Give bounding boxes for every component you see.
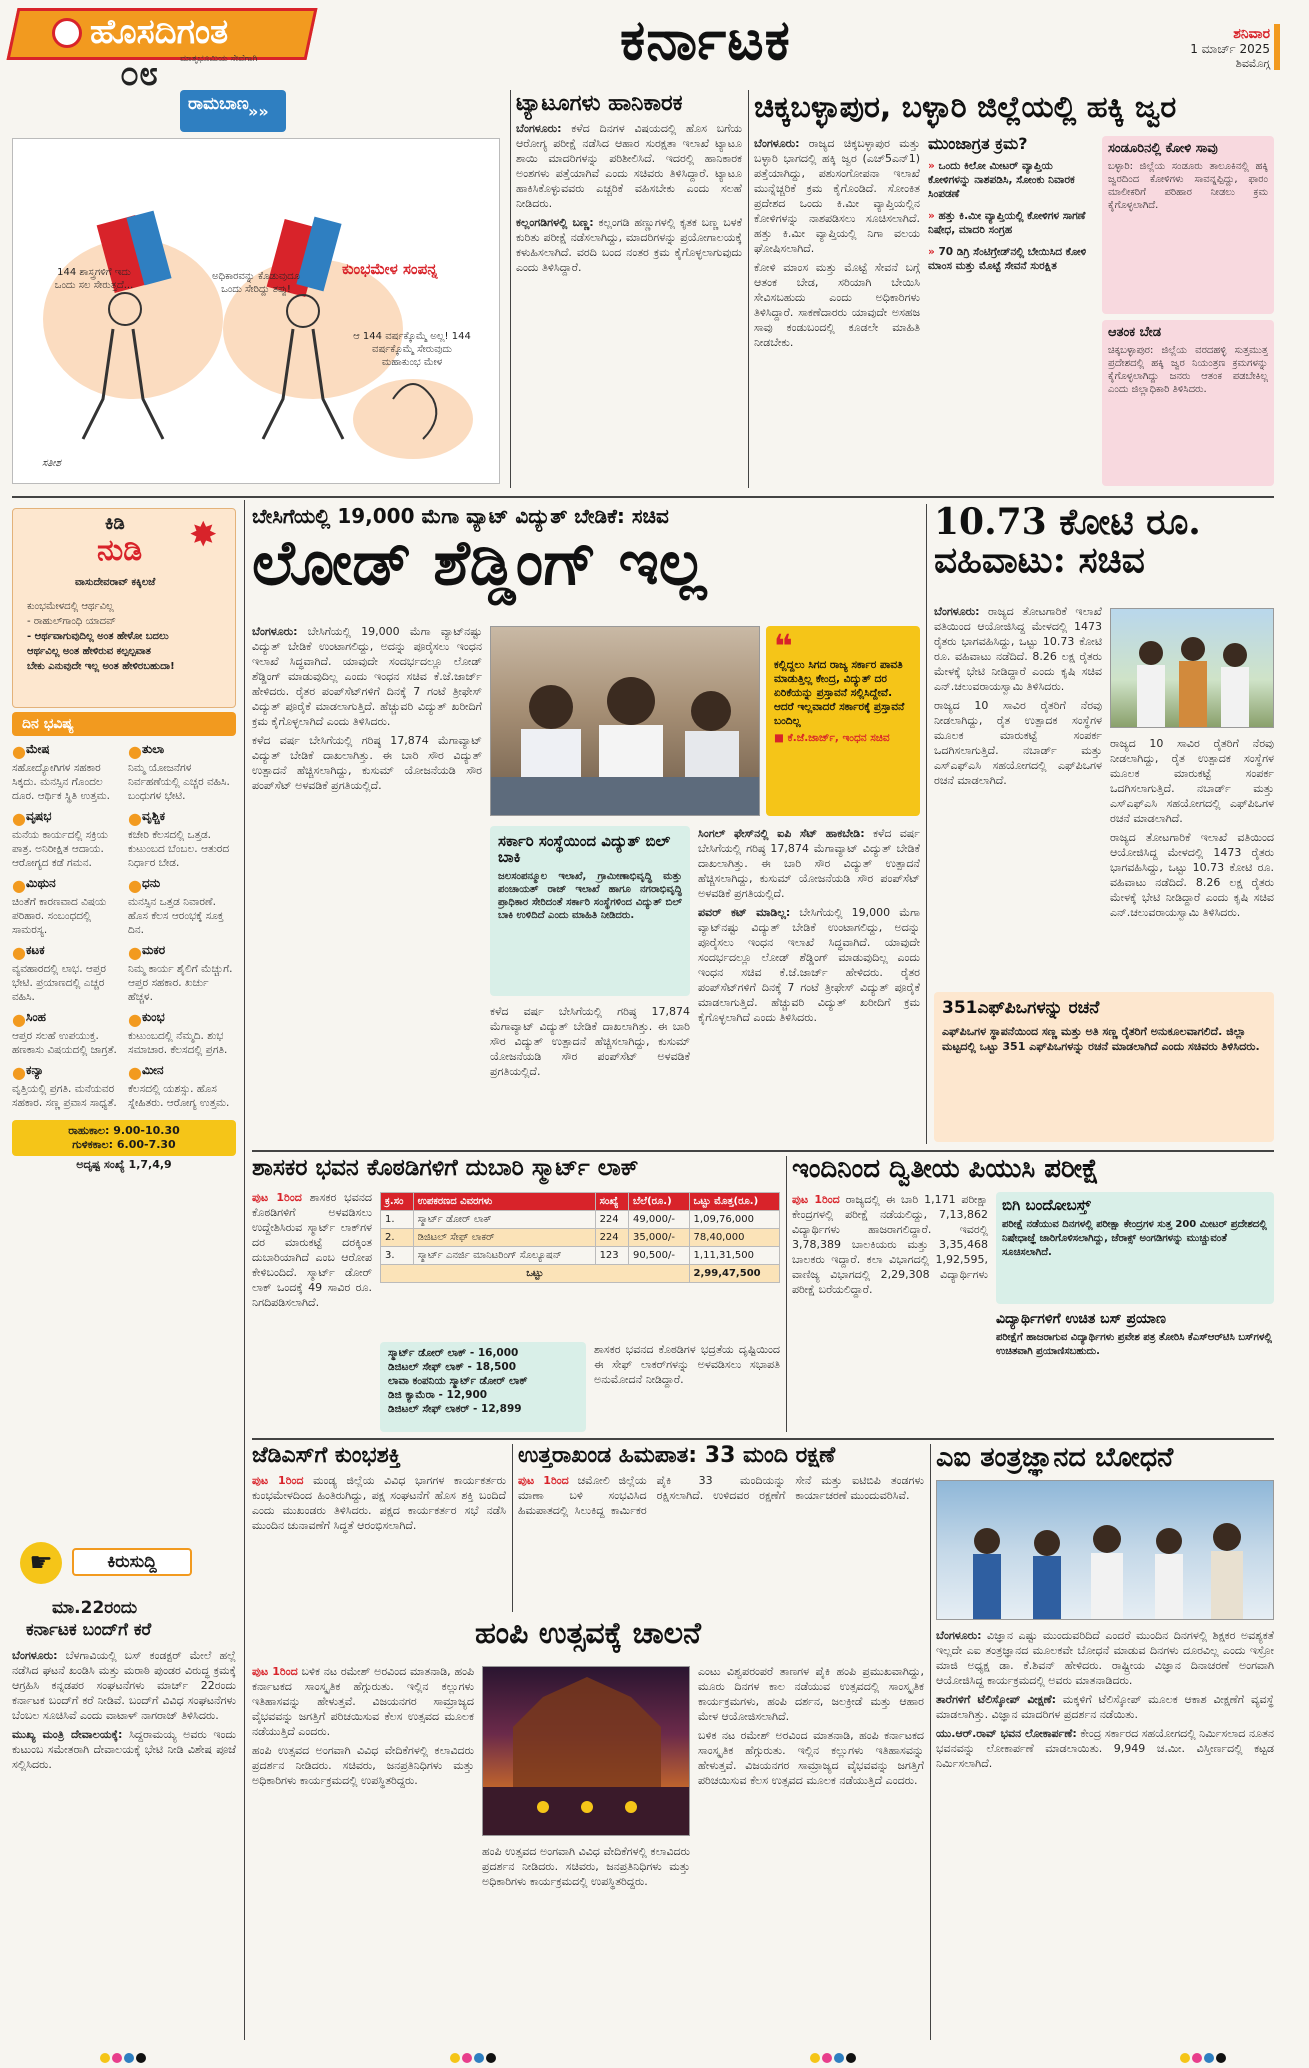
bill-due-box xyxy=(490,826,690,996)
hampi-festival-photo xyxy=(482,1666,690,1836)
table-cell: 1. xyxy=(381,1211,414,1229)
horoscope-sign xyxy=(12,1010,120,1057)
market-price-list xyxy=(388,1346,578,1416)
continued-tag: ಪುಟ 1ರಿಂದ xyxy=(252,1191,302,1204)
sign-text: ವೃತ್ತಿಯಲ್ಲಿ ಪ್ರಗತಿ. ಮನೆಯವರ ಸಹಕಾರ. ಸಣ್ಣ ಪ್ರವಾಸ ಸಾಧ್ಯತೆ. xyxy=(12,1083,117,1109)
table-cell: ಡಿಜಿಟಲ್ ಸೇಫ್ ಲಾಕರ್ xyxy=(413,1229,595,1247)
quote-text: ಕಲ್ಲಿದ್ದಲು ಸಿಗದ ರಾಜ್ಯ ಸರ್ಕಾರ ಪಾವತಿ ಮಾಡುತ್ತಿಲ್ಲ ಕೇಂದ್ರ, ವಿದ್ಯುತ್ ದರ ಏರಿಕೆಯನ್ನು ಪ್ರಸ್ತಾವನೆ ಸಲ್ಲಿಸಿದ್ದೇವೆ. ಆದರೆ ಇಲ್ಲವಾದರೆ ಸರ್ಕಾರಕ್ಕೆ ಪ್ರಸ್ತಾವನೆ ಬಂದಿಲ್ಲ xyxy=(774,659,905,727)
sign-text: ನಿಮ್ಮ ಕಾರ್ಯ ಶೈಲಿಗೆ ಮೆಚ್ಚುಗೆ. ಆಪ್ತರ ಸಹಕಾರ. ಖರ್ಚು ಹೆಚ್ಚಳ. xyxy=(128,963,233,1003)
box-title: ಮುಂಜಾಗ್ರತ ಕ್ರಮ? xyxy=(928,134,1028,153)
article-body-col1: ಪುಟ 1ರಿಂದ ಬಳಿಕ ನಟ ರಮೇಶ್ ಅರವಿಂದ ಮಾತನಾಡಿ, ಹಂಪಿ ಕರ್ನಾಟಕದ ಸಾಂಸ್ಕೃತಿಕ ಹೆಗ್ಗುರುತು. ಇಲ್ಲಿನ ಕಲ್ಲುಗಳು ಇತಿಹಾಸವನ್ನು ಹೇಳುತ್ತವೆ. ವಿಜಯನಗರ ಸಾಮ್ರಾಜ್ಯದ ವೈಭವವನ್ನು ಜಗತ್ತಿಗೆ ಪರಿಚಯಿಸುವ ಕೆಲಸ ಉತ್ಸವದ ಮೂಲಕ ನಡೆಯುತ್ತಿದೆ ಎಂದರು. ಹಂಪಿ ಉತ್ಸವದ ಅಂಗವಾಗಿ ವಿವಿಧ ವೇದಿಕೆಗಳಲ್ಲಿ ಕಲಾವಿದರು ಪ್ರದರ್ಶನ ನೀಡಿದರು. ಸಚಿವರು, ಜನಪ್ರತಿನಿಧಿಗಳು ಮತ್ತು ಅಧಿಕಾರಿಗಳು ಕಾರ್ಯಕ್ರಮದಲ್ಲಿ ಉಪಸ್ಥಿತರಿದ್ದರು. xyxy=(252,1665,474,1787)
dateline: ಬೆಂಗಳೂರು: xyxy=(252,625,298,638)
kidi-nudi-title-bottom: ನುಡಿ xyxy=(97,533,143,568)
table-cell: ಸ್ಮಾರ್ಟ್ ಎನರ್ಜಿ ಮಾನಿಟರಿಂಗ್ ಸೊಲ್ಯೂಷನ್ xyxy=(413,1247,595,1265)
continued-tag: ಪುಟ 1ರಿಂದ xyxy=(792,1193,840,1206)
sign-name: ಕಟಕ xyxy=(25,943,45,957)
table-cell: 2. xyxy=(381,1229,414,1247)
sign-name: ಮಕರ xyxy=(141,943,166,957)
sign-name: ಕುಂಭ xyxy=(141,1010,165,1024)
headline: 10.73 ಕೋಟಿ ರೂ. ವಹಿವಾಟು: ಸಚಿವ xyxy=(934,501,1201,581)
box-title: ವಿದ್ಯಾರ್ಥಿಗಳಿಗೆ ಉಚಿತ ಬಸ್ ಪ್ರಯಾಣ xyxy=(996,1311,1166,1327)
date-block xyxy=(1150,26,1270,71)
horoscope-sign xyxy=(128,1063,236,1110)
sign-name: ವೃಶ್ಚಿಕ xyxy=(141,809,166,823)
award-photo xyxy=(1110,608,1274,728)
photo-silhouette xyxy=(491,627,760,816)
zodiac-icon: ● xyxy=(128,943,142,962)
article-load-shedding xyxy=(252,504,920,1144)
sign-name: ಧನು xyxy=(141,876,161,890)
chevron-arrows-icon: »» xyxy=(248,102,269,121)
horoscope xyxy=(12,712,236,1530)
horoscope-sign xyxy=(12,809,120,870)
timing-box xyxy=(12,1120,236,1156)
market-price-item: ಡಿಜಿಟಲ್ ಸೇಫ್ ಲಾಕ್ - 18,500 xyxy=(388,1361,517,1373)
horoscope-sign xyxy=(128,876,236,937)
market-price-box xyxy=(380,1342,586,1432)
column-divider xyxy=(926,504,927,1144)
zodiac-icon: ● xyxy=(12,1010,26,1029)
minister-press-photo xyxy=(490,626,760,816)
headline: ಎಐ ತಂತ್ರಜ್ಞಾನದ ಬೋಧನೆ xyxy=(936,1442,1174,1473)
body-text-2: ಸಿದ್ದರಾಮಯ್ಯ ಅವರು ಇಂದು ಕುಟುಂಬ ಸಮೇತರಾಗಿ ದೇವಾಲಯಕ್ಕೆ ಭೇಟಿ ನೀಡಿ ವಿಶೇಷ ಪೂಜೆ ಸಲ್ಲಿಸಿದರು. xyxy=(12,1728,236,1771)
quote-attribution: ■ ಕೆ.ಜೆ.ಜಾರ್ಜ್, ಇಂಧನ ಸಚಿವ xyxy=(774,732,890,744)
date-rule xyxy=(1274,24,1280,70)
kidi-nudi-lines xyxy=(27,599,227,674)
photo-silhouette xyxy=(483,1667,690,1836)
article-body-2: ಶಾಸಕರ ಭವನದ ಕೊಠಡಿಗಳ ಭದ್ರತೆಯ ದೃಷ್ಟಿಯಿಂದ ಈ ಸೇಫ್ ಲಾಕರ್‌ಗಳನ್ನು ಅಳವಡಿಸಲು ಸಭಾಪತಿ ಅನುಮೋದನೆ ನೀಡಿದ್ದಾರೆ. xyxy=(594,1343,780,1386)
photo-silhouette xyxy=(1111,609,1274,728)
total-value: 2,99,47,500 xyxy=(689,1265,779,1283)
table-header-cell: ಒಟ್ಟು ಮೊತ್ತ(ರೂ.) xyxy=(689,1193,779,1211)
article-body-col3: ಸಿಂಗಲ್ ಫೇಸ್‌ನಲ್ಲಿ ಐಪಿ ಸೆಟ್ ಹಾಕಬೇಡಿ: ಕಳೆದ ವರ್ಷ ಬೇಸಿಗೆಯಲ್ಲಿ ಗರಿಷ್ಠ 17,874 ಮೆಗಾವ್ಯಾಟ್ ವಿದ್ಯುತ್ ಬೇಡಿಕೆ ದಾಖಲಾಗಿತ್ತು. ಈ ಬಾರಿ ಸೌರ ವಿದ್ಯುತ್ ಉತ್ಪಾದನೆ ಹೆಚ್ಚಿಸಲಾಗಿದ್ದು, ಕುಸುಮ್ ಯೋಜನೆಯಡಿ ಸೌರ ಪಂಪ್‌ಸೆಟ್ ಅಳವಡಿಕೆ ಪ್ರಗತಿಯಲ್ಲಿದೆ. ಪವರ್ ಕಟ್ ಮಾಡಿಲ್ಲ: ಬೇಸಿಗೆಯಲ್ಲಿ 19,000 ಮೆಗಾ ವ್ಯಾಟ್‌ನಷ್ಟು ವಿದ್ಯುತ್ ಬೇಡಿಕೆ ಉಂಟಾಗಲಿದ್ದು, ಅದನ್ನು ಪೂರೈಸಲು ಇಂಧನ ಇಲಾಖೆ ಸಿದ್ಧವಾಗಿದೆ. ಯಾವುದೇ ಸಂದರ್ಭದಲ್ಲೂ ಲೋಡ್ ಶೆಡ್ಡಿಂಗ್ ಮಾಡುವುದಿಲ್ಲ ಎಂದು ಇಂಧನ ಸಚಿವ ಕೆ.ಜೆ.ಜಾರ್ಜ್ ಹೇಳಿದರು. ರೈತರ ಪಂಪ್‌ಸೆಟ್‌ಗಳಿಗೆ ದಿನಕ್ಕೆ 7 ಗಂಟೆ ತ್ರೀಫೇಸ್ ವಿದ್ಯುತ್ ಪೂರೈಕೆ ಮಾಡಲಾಗುತ್ತಿದೆ. ಹೆಚ್ಚುವರಿ ವಿದ್ಯುತ್ ಖರೀದಿಗೆ ಕ್ರಮ ಕೈಗೊಳ್ಳಲಾಗಿದೆ ಎಂದು ತಿಳಿಸಿದರು. xyxy=(698,827,920,1024)
sign-name: ಸಿಂಹ xyxy=(25,1010,46,1024)
article-body-col2: ಕಳೆದ ವರ್ಷ ಬೇಸಿಗೆಯಲ್ಲಿ ಗರಿಷ್ಠ 17,874 ಮೆಗಾವ್ಯಾಟ್ ವಿದ್ಯುತ್ ಬೇಡಿಕೆ ದಾಖಲಾಗಿತ್ತು. ಈ ಬಾರಿ ಸೌರ ವಿದ್ಯುತ್ ಉತ್ಪಾದನೆ ಹೆಚ್ಚಿಸಲಾಗಿದ್ದು, ಕುಸುಮ್ ಯೋಜನೆಯಡಿ ಸೌರ ಪಂಪ್‌ಸೆಟ್ ಅಳವಡಿಕೆ ಪ್ರಗತಿಯಲ್ಲಿದೆ. xyxy=(490,1005,690,1078)
box-title: ಬಿಗಿ ಬಂದೋಬಸ್ತ್ xyxy=(1002,1196,1091,1214)
article-body: ಪುಟ 1ರಿಂದ ರಾಜ್ಯದಲ್ಲಿ ಈ ಬಾರಿ 1,171 ಪರೀಕ್ಷಾ ಕೇಂದ್ರಗಳಲ್ಲಿ ಪರೀಕ್ಷೆ ನಡೆಯಲಿದ್ದು, 7,13,862 ವಿದ್ಯಾರ್ಥಿಗಳು ಹಾಜರಾಗಲಿದ್ದಾರೆ. ಇವರಲ್ಲಿ 3,78,389 ಬಾಲಕಿಯರು ಮತ್ತು 3,35,468 ಬಾಲಕರು ಇದ್ದಾರೆ. ಕಲಾ ವಿಭಾಗದಲ್ಲಿ 1,92,595, ವಾಣಿಜ್ಯ ವಿಭಾಗದಲ್ಲಿ 2,29,308 ವಿದ್ಯಾರ್ಥಿಗಳು ಪರೀಕ್ಷೆ ಬರೆಯಲಿದ್ದಾರೆ. xyxy=(792,1193,988,1296)
cartoon-tag-text: ರಾಮಬಾಣ xyxy=(188,94,249,114)
body-text-2: ಕಳೆದ ವರ್ಷ ಬೇಸಿಗೆಯಲ್ಲಿ ಗರಿಷ್ಠ 17,874 ಮೆಗಾವ್ಯಾಟ್ ವಿದ್ಯುತ್ ಬೇಡಿಕೆ ದಾಖಲಾಗಿತ್ತು. ಈ ಬಾರಿ ಸೌರ ವಿದ್ಯುತ್ ಉತ್ಪಾದನೆ ಹೆಚ್ಚಿಸಲಾಗಿದ್ದು, ಕುಸುಮ್ ಯೋಜನೆಯಡಿ ಸೌರ ಪಂಪ್‌ಸೆಟ್ ಅಳವಡಿಕೆ ಪ್ರಗತಿಯಲ್ಲಿದೆ. xyxy=(252,734,482,792)
horoscope-sign xyxy=(128,943,236,1004)
quote-box xyxy=(766,626,920,816)
article-body-col2: ರಾಜ್ಯದ 10 ಸಾವಿರ ರೈತರಿಗೆ ನೆರವು ನೀಡಲಾಗಿದ್ದು, ರೈತ ಉತ್ಪಾದಕ ಸಂಸ್ಥೆಗಳ ಮೂಲಕ ಮಾರುಕಟ್ಟೆ ಸಂಪರ್ಕ ಒದಗಿಸಲಾಗುತ್ತಿದೆ. ನಬಾರ್ಡ್ ಮತ್ತು ಎಸ್‌ಎಫ್‌ಎಸಿ ಸಹಯೋಗದಲ್ಲಿ ಎಫ್‌ಪಿಒಗಳ ರಚನೆ ಮಾಡಲಾಗಿದೆ. ರಾಜ್ಯದ ತೋಟಗಾರಿಕೆ ಇಲಾಖೆ ವತಿಯಿಂದ ಆಯೋಜಿಸಿದ್ದ ಮೇಳದಲ್ಲಿ 1473 ರೈತರು ಭಾಗವಹಿಸಿದ್ದು, ಒಟ್ಟು 10.73 ಕೋಟಿ ರೂ. ವಹಿವಾಟು ನಡೆದಿದೆ. 8.26 ಲಕ್ಷ ರೈತರು ಮೇಳಕ್ಕೆ ಭೇಟಿ ನೀಡಿದ್ದಾರೆ ಎಂದು ಕೃಷಿ ಸಚಿವ ಎನ್.ಚಲುವರಾಯಸ್ವಾಮಿ ತಿಳಿಸಿದರು. xyxy=(1110,737,1274,919)
horoscope-sign xyxy=(12,742,120,803)
body-text-2: ಕೋಳಿ ಮಾಂಸ ಮತ್ತು ಮೊಟ್ಟೆ ಸೇವನೆ ಬಗ್ಗೆ ಆತಂಕ ಬೇಡ, ಸರಿಯಾಗಿ ಬೇಯಿಸಿ ಸೇವಿಸಬಹುದು ಎಂದು ಅಧಿಕಾರಿಗಳು ತಿಳಿಸಿದ್ದಾರೆ. ಸಾಕಣೆದಾರರು ಯಾವುದೇ ಅಸಹಜ ಸಾವು ಕಂಡುಬಂದಲ್ಲಿ ಕೂಡಲೇ ಮಾಹಿತಿ ನೀಡಬೇಕು. xyxy=(754,261,920,349)
article-body-col3: ಎಂಟು ವಿಶ್ವಪರಂಪರೆ ತಾಣಗಳ ಪೈಕಿ ಹಂಪಿ ಪ್ರಮುಖವಾಗಿದ್ದು, ಮೂರು ದಿನಗಳ ಕಾಲ ನಡೆಯುವ ಉತ್ಸವದಲ್ಲಿ ಸಾಂಸ್ಕೃತಿಕ ಕಾರ್ಯಕ್ರಮಗಳು, ಹಂಪಿ ದರ್ಶನ, ಜಲಕ್ರೀಡೆ ಮತ್ತು ಆಹಾರ ಮೇಳ ಆಯೋಜಿಸಲಾಗಿದೆ. ಬಳಿಕ ನಟ ರಮೇಶ್ ಅರವಿಂದ ಮಾತನಾಡಿ, ಹಂಪಿ ಕರ್ನಾಟಕದ ಸಾಂಸ್ಕೃತಿಕ ಹೆಗ್ಗುರುತು. ಇಲ್ಲಿನ ಕಲ್ಲುಗಳು ಇತಿಹಾಸವನ್ನು ಹೇಳುತ್ತವೆ. ವಿಜಯನಗರ ಸಾಮ್ರಾಜ್ಯದ ವೈಭವವನ್ನು ಜಗತ್ತಿಗೆ ಪರಿಚಯಿಸುವ ಕೆಲಸ ಉತ್ಸವದ ಮೂಲಕ ನಡೆಯುತ್ತಿದೆ ಎಂದರು. xyxy=(698,1665,924,1787)
zodiac-icon: ● xyxy=(128,742,142,761)
subhead: ಪವರ್ ಕಟ್ ಮಾಡಿಲ್ಲ: xyxy=(698,906,791,919)
registration-dots xyxy=(450,2048,498,2067)
sign-text: ಕೆಲಸದಲ್ಲಿ ಯಶಸ್ಸು. ಹೊಸ ಸ್ನೇಹಿತರು. ಆರೋಗ್ಯ ಉತ್ತಮ. xyxy=(128,1083,230,1109)
logo-emblem-icon xyxy=(52,18,82,48)
column-divider xyxy=(930,1444,931,2040)
precaution-item: » 70 ಡಿಗ್ರಿ ಸೆಂಟಿಗ್ರೇಡ್‌ನಲ್ಲಿ ಬೇಯಿಸಿದ ಕೋಳಿ ಮಾಂಸ ಮತ್ತು ಮೊಟ್ಟೆ ಸೇವನೆ ಸುರಕ್ಷಿತ xyxy=(928,245,1087,272)
dateline: ಬೆಂಗಳೂರು: xyxy=(936,1629,982,1643)
table-cell: 123 xyxy=(595,1247,628,1265)
lucky-number: ಅದೃಷ್ಟ ಸಂಖ್ಯೆ 1,7,4,9 xyxy=(76,1158,172,1171)
table-cell: ಸ್ಮಾರ್ಟ್ ಡೋರ್ ಲಾಕ್ xyxy=(413,1211,595,1229)
sign-name: ಮೀನ xyxy=(141,1063,164,1077)
table-row xyxy=(381,1211,780,1229)
cartoonist-signature: ಸತೀಶ xyxy=(42,458,61,469)
table-row xyxy=(381,1247,780,1265)
price-table xyxy=(380,1192,780,1283)
cartoon-bubble-left: 144 ಶಾಸ್ತ್ರಗಳಿಗೆ ಇದು ಒಂದು ಸಲ ಸೇರುತ್ತದೆ... xyxy=(54,267,134,291)
headline: ಶಾಸಕರ ಭವನ ಕೊಠಡಿಗಳಿಗೆ ದುಬಾರಿ ಸ್ಮಾರ್ಟ್ ಲಾಕ್ xyxy=(252,1155,639,1181)
cartoon-bubble-right: ಆ 144 ವರ್ಷಕ್ಕೊಮ್ಮೆ ಅಲ್ಲ! 144 ವರ್ಷಕ್ಕೊಮ್ಮೆ ಸೇರುವುದು ಮಹಾಕುಂಭ ಮೇಳ xyxy=(353,331,471,368)
body-text: ಕಳೆದ ದಿನಗಳ ವಿಷಯದಲ್ಲಿ ಹೊಸ ಬಗೆಯ ಆರೋಗ್ಯ ಪರೀಕ್ಷೆ ನಡೆಸಿದ ಆಹಾರ ಸುರಕ್ಷತಾ ಇಲಾಖೆ ಟ್ಯಾಟೂ ಶಾಯಿ ಮಾದರಿಗಳನ್ನು ಪರಿಶೀಲಿಸಿದೆ. ಇದರಲ್ಲಿ ಹಾನಿಕಾರಕ ಅಂಶಗಳು ಪತ್ತೆಯಾಗಿವೆ ಎಂದು ಸಚಿವರು ತಿಳಿಸಿದ್ದಾರೆ. ಟ್ಯಾಟೂ ಹಾಕಿಸಿಕೊಳ್ಳುವವರು ಎಚ್ಚರಿಕೆ ವಹಿಸಬೇಕು ಎಂದು ಸಲಹೆ ನೀಡಿದರು. xyxy=(516,122,742,211)
horoscope-sign xyxy=(128,742,236,803)
ai-event-photo xyxy=(936,1480,1274,1620)
body-text-2: ರಾಜ್ಯದ 10 ಸಾವಿರ ರೈತರಿಗೆ ನೆರವು ನೀಡಲಾಗಿದ್ದು, ರೈತ ಉತ್ಪಾದಕ ಸಂಸ್ಥೆಗಳ ಮೂಲಕ ಮಾರುಕಟ್ಟೆ ಸಂಪರ್ಕ ಒದಗಿಸಲಾಗುತ್ತಿದೆ. ನಬಾರ್ಡ್ ಮತ್ತು ಎಸ್‌ಎಫ್‌ಎಸಿ ಸಹಯೋಗದಲ್ಲಿ ಎಫ್‌ಪಿಒಗಳ ರಚನೆ ಮಾಡಲಾಗಿದೆ. xyxy=(934,699,1102,787)
box-title: 351ಎಫ್‌ಪಿಒಗಳನ್ನು ರಚನೆ xyxy=(942,998,1100,1018)
headline: ಚಿಕ್ಕಬಳ್ಳಾಪುರ, ಬಳ್ಳಾರಿ ಜಿಲ್ಲೆಯಲ್ಲಿ ಹಕ್ಕಿ ಜ್ವರ xyxy=(754,90,1177,125)
sign-name: ಕನ್ಯಾ xyxy=(25,1063,44,1077)
arrow-icon: » xyxy=(928,159,939,172)
fpo-box xyxy=(934,992,1274,1142)
day: ಶನಿವಾರ xyxy=(1233,26,1270,42)
dateline: ಬೆಂಗಳೂರು: xyxy=(934,605,980,618)
box-body: ಚಿಕ್ಕಬಳ್ಳಾಪುರ: ಜಿಲ್ಲೆಯ ವರದಹಳ್ಳಿ ಸುತ್ತಮುತ್ತ ಪ್ರದೇಶದಲ್ಲಿ ಹಕ್ಕಿ ಜ್ವರ ನಿಯಂತ್ರಣ ಕ್ರಮಗಳನ್ನು ಕೈಗೊಳ್ಳಲಾಗಿದ್ದು ಜನರು ಆತಂಕ ಪಡಬೇಕಿಲ್ಲ ಎಂದು ಜಿಲ್ಲಾಧಿಕಾರಿ ತಿಳಿಸಿದರು. xyxy=(1108,344,1268,395)
sign-name: ಮೇಷ xyxy=(25,742,50,756)
article-body: ಪುಟ 1ರಿಂದ ಶಾಸಕರ ಭವನದ ಕೊಠಡಿಗಳಿಗೆ ಅಳವಡಿಸಲು ಉದ್ದೇಶಿಸಿರುವ ಸ್ಮಾರ್ಟ್ ಲಾಕ್‌ಗಳ ದರ ಮಾರುಕಟ್ಟೆ ದರಕ್ಕಿಂತ ದುಬಾರಿಯಾಗಿದೆ ಎಂಬ ಆರೋಪ ಕೇಳಿಬಂದಿದೆ. ಸ್ಮಾರ್ಟ್ ಡೋರ್ ಲಾಕ್ ಒಂದಕ್ಕೆ 49 ಸಾವಿರ ರೂ. ನಿಗದಿಪಡಿಸಲಾಗಿದೆ. xyxy=(252,1191,372,1309)
table-cell: 224 xyxy=(595,1211,628,1229)
table-cell: 3. xyxy=(381,1247,414,1265)
free-bus-box xyxy=(996,1312,1274,1432)
box-title: ಆತಂಕ ಬೇಡ xyxy=(1108,325,1162,340)
table-cell: 78,40,000 xyxy=(689,1229,779,1247)
headline: ಜೆಡಿಎಸ್‌ಗೆ ಕುಂಭಶಕ್ತಿ xyxy=(252,1443,401,1468)
zodiac-icon: ● xyxy=(12,876,26,895)
headline: ಲೋಡ್ ಶೆಡ್ಡಿಂಗ್ ಇಲ್ಲ xyxy=(252,526,707,599)
table-header-cell: ಉಪಕರಣದ ವಿವರಗಳು xyxy=(413,1193,595,1211)
zodiac-icon: ● xyxy=(128,876,142,895)
photo-silhouette xyxy=(937,1481,1274,1620)
table-body xyxy=(381,1211,780,1265)
subhead: ತಾರೆಗಳಿಗೆ ಟೆಲಿಸ್ಕೋಪ್ ವೀಕ್ಷಣೆ: xyxy=(936,1693,1057,1707)
rahukala: ರಾಹುಕಾಲ: 9.00-10.30 xyxy=(68,1124,180,1137)
article-body xyxy=(754,136,920,486)
box-title: ಸಂಡೂರಿನಲ್ಲಿ ಕೋಳಿ ಸಾವು xyxy=(1108,141,1218,156)
spark-icon: ✸ xyxy=(189,515,218,555)
article-body xyxy=(516,121,742,481)
zodiac-icon: ● xyxy=(128,1063,142,1082)
article-ai xyxy=(936,1444,1274,2040)
cartoon-title: ಕುಂಭಮೇಳ ಸಂಪನ್ನ xyxy=(342,260,438,278)
horoscope-sign xyxy=(12,1063,120,1110)
article-uttarakhand xyxy=(518,1444,924,1612)
table-cell: 1,09,76,000 xyxy=(689,1211,779,1229)
kidi-nudi-line: ಆರ್ಥವಿಲ್ಲ ಅಂತ ಹೇಳಿರುವ ಕಲ್ಪಲ್ಪವಾತ xyxy=(27,646,151,657)
sandur-box xyxy=(1102,136,1274,314)
box-body: ಪರೀಕ್ಷೆ ನಡೆಯುವ ದಿನಗಳಲ್ಲಿ ಪರೀಕ್ಷಾ ಕೇಂದ್ರಗಳ ಸುತ್ತ 200 ಮೀಟರ್ ಪ್ರದೇಶದಲ್ಲಿ ನಿಷೇಧಾಜ್ಞೆ ಜಾರಿಗೊಳಿಸಲಾಗಿದ್ದು, ಜೆರಾಕ್ಸ್ ಅಂಗಡಿಗಳನ್ನು ಮುಚ್ಚುವಂತೆ ಸೂಚಿಸಲಾಗಿದೆ. xyxy=(1002,1218,1267,1258)
body-text-2: ಕಲ್ಲಂಗಡಿ ಹಣ್ಣುಗಳಲ್ಲಿ ಕೃತಕ ಬಣ್ಣ ಬಳಕೆ ಕುರಿತು ಪರೀಕ್ಷೆ ನಡೆಸಲಾಗಿದ್ದು, ಮಾದರಿಗಳನ್ನು ಪ್ರಯೋಗಾಲಯಕ್ಕೆ ಕಳುಹಿಸಲಾಗಿದೆ. ವರದಿ ಬಂದ ನಂತರ ಕ್ರಮ ಕೈಗೊಳ್ಳಲಾಗುವುದು ಎಂದು ತಿಳಿಸಿದ್ದಾರೆ. xyxy=(516,216,742,275)
subhead: ಯು.ಆರ್.ರಾವ್ ಭವನ ಲೋಕಾರ್ಪಣೆ: xyxy=(936,1727,1077,1741)
registration-dots xyxy=(810,2048,858,2067)
horoscope-sign xyxy=(12,876,120,937)
logo-text: ಹೊಸದಿಗಂತ xyxy=(90,12,229,52)
box-body: ಬಳ್ಳಾರಿ: ಜಿಲ್ಲೆಯ ಸಂಡೂರು ತಾಲೂಕಿನಲ್ಲಿ ಹಕ್ಕಿ ಜ್ವರದಿಂದ ಕೋಳಿಗಳು ಸಾವನ್ನಪ್ಪಿದ್ದು, ಫಾರಂ ಮಾಲೀಕರಿಗೆ ಪರಿಹಾರ ನೀಡಲು ಕ್ರಮ ಕೈಗೊಳ್ಳಲಾಗಿದೆ. xyxy=(1108,160,1268,211)
column-divider xyxy=(748,90,749,488)
article-tattoo xyxy=(516,92,742,488)
article-puc-exam xyxy=(792,1156,1274,1432)
cartoon-frame xyxy=(12,138,500,484)
cartoon-bubble-middle: ಅಧಿಕಾರವನ್ನು ಕೊಡುವುದೂ ಒಂದು ಸೇರಿದ್ದು ತಪ್ಪು! xyxy=(212,271,300,295)
security-box xyxy=(996,1192,1274,1304)
article-smart-lock xyxy=(252,1156,780,1432)
price-table-wrap xyxy=(380,1192,780,1283)
kidi-nudi-box xyxy=(12,508,236,708)
precaution-box xyxy=(928,136,1094,486)
box-body: ಎಫ್‌ಪಿಒಗಳ ಸ್ಥಾಪನೆಯಿಂದ ಸಣ್ಣ ಮತ್ತು ಅತಿ ಸಣ್ಣ ರೈತರಿಗೆ ಅನುಕೂಲವಾಗಲಿದೆ. ಜಿಲ್ಲಾ ಮಟ್ಟದಲ್ಲಿ ಒಟ್ಟು 351 ಎಫ್‌ಪಿಒಗಳನ್ನು ರಚನೆ ಮಾಡಲಾಗಿದೆ ಎಂದು ಸಚಿವರು ತಿಳಿಸಿದರು. xyxy=(942,1024,1260,1053)
cartoon-panel xyxy=(12,90,502,488)
sign-text: ಕುಟುಂಬದಲ್ಲಿ ನೆಮ್ಮದಿ. ಶುಭ ಸಮಾಚಾರ. ಕೆಲಸದಲ್ಲಿ ಪ್ರಗತಿ. xyxy=(128,1030,228,1056)
logo-subtitle: ಮಾತೃಭೂಮಿಯ ಸೇವೆಗಾಗಿ xyxy=(180,54,258,64)
box-title: ಸರ್ಕಾರಿ ಸಂಸ್ಥೆಯಿಂದ ವಿದ್ಯುತ್ ಬಿಲ್ ಬಾಕಿ xyxy=(498,832,671,866)
arrow-icon: » xyxy=(928,245,939,258)
table-header-row xyxy=(381,1193,780,1211)
article-body: ಬೆಂಗಳೂರು: ವಿಜ್ಞಾನ ಎಷ್ಟು ಮುಂದುವರಿದಿದೆ ಎಂದರೆ ಮುಂದಿನ ದಿನಗಳಲ್ಲಿ ಶಿಕ್ಷಕರ ಅವಶ್ಯಕತೆ ಇಲ್ಲದೇ ಎಐ ತಂತ್ರಜ್ಞಾನದ ಮೂಲಕವೇ ಬೋಧನೆ ಮಾಡುವ ದಿನಗಳು ದೂರವಿಲ್ಲ ಎಂದು ಇಸ್ರೋ ಮಾಜಿ ಅಧ್ಯಕ್ಷ ಡಾ. ಕೆ.ಶಿವನ್ ಹೇಳಿದರು. ರಾಷ್ಟ್ರೀಯ ವಿಜ್ಞಾನ ದಿನಾಚರಣೆ ಅಂಗವಾಗಿ ಆಯೋಜಿಸಿದ್ದ ಕಾರ್ಯಕ್ರಮದಲ್ಲಿ ಅವರು ಮಾತನಾಡಿದರು. ತಾರೆಗಳಿಗೆ ಟೆಲಿಸ್ಕೋಪ್ ವೀಕ್ಷಣೆ: ಮಕ್ಕಳಿಗೆ ಟೆಲಿಸ್ಕೋಪ್ ಮೂಲಕ ಆಕಾಶ ವೀಕ್ಷಣೆಗೆ ವ್ಯವಸ್ಥೆ ಮಾಡಲಾಗಿತ್ತು. ವಿಜ್ಞಾನ ಮಾದರಿಗಳ ಪ್ರದರ್ಶನ ನಡೆಯಿತು. ಯು.ಆರ್.ರಾವ್ ಭವನ ಲೋಕಾರ್ಪಣೆ: ಕೇಂದ್ರ ಸರ್ಕಾರದ ಸಹಯೋಗದಲ್ಲಿ ನಿರ್ಮಿಸಲಾದ ನೂತನ ಭವನವನ್ನು ಲೋಕಾರ್ಪಣೆ ಮಾಡಲಾಯಿತು. 9,949 ಚ.ಮೀ. ವಿಸ್ತೀರ್ಣದಲ್ಲಿ ಕಟ್ಟಡ ನಿರ್ಮಿಸಲಾಗಿದೆ. xyxy=(936,1629,1274,1771)
no-panic-box xyxy=(1102,320,1274,486)
continued-tag: ಪುಟ 1ರಿಂದ xyxy=(518,1474,569,1488)
article-trade xyxy=(934,501,1274,1144)
kirusuddi-body xyxy=(12,1648,236,2036)
sign-name: ವೃಷಭ xyxy=(25,809,52,823)
horoscope-grid xyxy=(12,742,236,1114)
sign-text: ವ್ಯವಹಾರದಲ್ಲಿ ಲಾಭ. ಆಪ್ತರ ಭೇಟಿ. ಪ್ರಯಾಣದಲ್ಲಿ ಎಚ್ಚರ ವಹಿಸಿ. xyxy=(12,963,106,1003)
continued-tag: ಪುಟ 1ರಿಂದ xyxy=(252,1474,304,1488)
cartoon-drawing xyxy=(13,139,500,484)
kidi-nudi-line: ಬೇಕು ಎನುವುದೇ ಇಲ್ಲ ಅಂತ ಹೇಳಿರಬಹುದಾ! xyxy=(27,661,175,672)
kicker: ಬೇಸಿಗೆಯಲ್ಲಿ 19,000 ಮೆಗಾ ವ್ಯಾಟ್ ವಿದ್ಯುತ್ ಬೇಡಿಕೆ: ಸಚಿವ xyxy=(252,504,669,528)
precaution-item: » ಹತ್ತು ಕಿ.ಮೀ ವ್ಯಾಪ್ತಿಯಲ್ಲಿ ಕೋಳಿಗಳ ಸಾಗಣೆ ನಿಷೇಧ, ಮಾದರಿ ಸಂಗ್ರಹ xyxy=(928,209,1086,236)
market-price-item: ಸ್ಮಾರ್ಟ್ ಡೋರ್ ಲಾಕ್ - 16,000 xyxy=(388,1347,519,1359)
author: ವಾಸುದೇವರಾವ್ ಕಕ್ಕಿಲಜೆ xyxy=(75,577,156,588)
quote-icon: ❝ xyxy=(774,627,793,665)
kidi-nudi-title-top: ಕಿಡಿ xyxy=(105,513,125,534)
sign-name: ತುಲಾ xyxy=(141,742,165,756)
continued-tag: ಪುಟ 1ರಿಂದ xyxy=(252,1665,298,1678)
article-body-col1 xyxy=(252,624,482,1144)
sign-text: ಮನಸ್ಸಿನ ಒತ್ತಡ ನಿವಾರಣೆ. ಹೊಸ ಕೆಲಸ ಆರಂಭಕ್ಕೆ ಸೂಕ್ತ ದಿನ. xyxy=(128,896,224,936)
market-price-item: ಲಾವಾ ಕಂಪನಿಯ ಸ್ಮಾರ್ಟ್ ಡೋರ್ ಲಾಕ್ xyxy=(388,1375,528,1387)
body-text: ರಾಜ್ಯದ ತೋಟಗಾರಿಕೆ ಇಲಾಖೆ ವತಿಯಿಂದ ಆಯೋಜಿಸಿದ್ದ ಮೇಳದಲ್ಲಿ 1473 ರೈತರು ಭಾಗವಹಿಸಿದ್ದು, ಒಟ್ಟು 10.73 ಕೋಟಿ ರೂ. ವಹಿವಾಟು ನಡೆದಿದೆ. 8.26 ಲಕ್ಷ ರೈತರು ಮೇಳಕ್ಕೆ ಭೇಟಿ ನೀಡಿದ್ದಾರೆ ಎಂದು ಕೃಷಿ ಸಚಿವ ಎನ್.ಚಲುವರಾಯಸ್ವಾಮಿ ತಿಳಿಸಿದರು. xyxy=(934,605,1102,693)
zodiac-icon: ● xyxy=(128,1010,142,1029)
horizontal-rule xyxy=(12,496,1274,498)
box-body: ಪರೀಕ್ಷೆಗೆ ಹಾಜರಾಗುವ ವಿದ್ಯಾರ್ಥಿಗಳು ಪ್ರವೇಶ ಪತ್ರ ತೋರಿಸಿ ಕೆಎಸ್‌ಆರ್‌ಟಿಸಿ ಬಸ್‌ಗಳಲ್ಲಿ ಉಚಿತವಾಗಿ ಪ್ರಯಾಣಿಸಬಹುದು. xyxy=(996,1331,1272,1357)
headline: ಉತ್ತರಾಖಂಡ ಹಿಮಪಾತ: 33 ಮಂದಿ ರಕ್ಷಣೆ xyxy=(518,1443,836,1468)
article-body-col2: ಹಂಪಿ ಉತ್ಸವದ ಅಂಗವಾಗಿ ವಿವಿಧ ವೇದಿಕೆಗಳಲ್ಲಿ ಕಲಾವಿದರು ಪ್ರದರ್ಶನ ನೀಡಿದರು. ಸಚಿವರು, ಜನಪ್ರತಿನಿಧಿಗಳು ಮತ್ತು ಅಧಿಕಾರಿಗಳು ಕಾರ್ಯಕ್ರಮದಲ್ಲಿ ಉಪಸ್ಥಿತರಿದ್ದರು. xyxy=(482,1845,690,1888)
sign-name: ಮಿಥುನ xyxy=(25,876,56,890)
column-divider xyxy=(244,500,245,2040)
dateline: ಬೆಂಗಳೂರು: xyxy=(12,1649,58,1662)
zodiac-icon: ● xyxy=(12,742,26,761)
subhead: ಸಿಂಗಲ್ ಫೇಸ್‌ನಲ್ಲಿ ಐಪಿ ಸೆಟ್ ಹಾಕಬೇಡಿ: xyxy=(698,827,865,840)
pointing-hand-icon: ☛ xyxy=(20,1542,62,1584)
kidi-nudi-line: ಕುಂಭಮೇಳದಲ್ಲಿ ಆರ್ಥವಿಲ್ಲ xyxy=(27,601,114,612)
headline: ಇಂದಿನಿಂದ ದ್ವಿತೀಯ ಪಿಯುಸಿ ಪರೀಕ್ಷೆ xyxy=(792,1154,1099,1184)
box-body: ಜಲಸಂಪನ್ಮೂಲ ಇಲಾಖೆ, ಗ್ರಾಮೀಣಾಭಿವೃದ್ಧಿ ಮತ್ತು ಪಂಚಾಯತ್ ರಾಜ್ ಇಲಾಖೆ ಹಾಗೂ ನಗರಾಭಿವೃದ್ಧಿ ಪ್ರಾಧಿಕಾರ ಸೇರಿದಂತೆ ಸರ್ಕಾರಿ ಸಂಸ್ಥೆಗಳಿಂದ ವಿದ್ಯುತ್ ಬಿಲ್ ಬಾಕಿ ಉಳಿದಿದೆ ಎಂದು ಮಾಹಿತಿ ನೀಡಿದರು. xyxy=(498,870,682,921)
sign-text: ಚಿಂತೆಗೆ ಕಾರಣವಾದ ವಿಷಯ ಪರಿಹಾರ. ಸಂಬಂಧದಲ್ಲಿ ಸಾಮರಸ್ಯ. xyxy=(12,896,107,936)
horoscope-title: ದಿನ ಭವಿಷ್ಯ xyxy=(12,712,236,736)
sign-text: ಕಚೇರಿ ಕೆಲಸದಲ್ಲಿ ಒತ್ತಡ. ಕುಟುಂಬದ ಬೆಂಬಲ. ಆತುರದ ನಿರ್ಧಾರ ಬೇಡ. xyxy=(128,829,230,869)
article-body-col1 xyxy=(934,604,1102,984)
table-header-cell: ಸಂಖ್ಯೆ xyxy=(595,1193,628,1211)
sign-text: ಮನೆಯ ಕಾರ್ಯದಲ್ಲಿ ಸಕ್ರಿಯ ಪಾತ್ರ. ಅನಿರೀಕ್ಷಿತ ಆದಾಯ. ಆರೋಗ್ಯದ ಕಡೆ ಗಮನ. xyxy=(12,829,108,869)
body-text: ಬೇಸಿಗೆಯಲ್ಲಿ 19,000 ಮೆಗಾ ವ್ಯಾಟ್‌ನಷ್ಟು ವಿದ್ಯುತ್ ಬೇಡಿಕೆ ಉಂಟಾಗಲಿದ್ದು, ಅದನ್ನು ಪೂರೈಸಲು ಇಂಧನ ಇಲಾಖೆ ಸಿದ್ಧವಾಗಿದೆ. ಯಾವುದೇ ಸಂದರ್ಭದಲ್ಲೂ ಲೋಡ್ ಶೆಡ್ಡಿಂಗ್ ಮಾಡುವುದಿಲ್ಲ ಎಂದು ಇಂಧನ ಸಚಿವ ಕೆ.ಜೆ.ಜಾರ್ಜ್ ಹೇಳಿದರು. ರೈತರ ಪಂಪ್‌ಸೆಟ್‌ಗಳಿಗೆ ದಿನಕ್ಕೆ 7 ಗಂಟೆ ತ್ರೀಫೇಸ್ ವಿದ್ಯುತ್ ಪೂರೈಕೆ ಮಾಡಲಾಗುತ್ತಿದೆ. ಹೆಚ್ಚುವರಿ ವಿದ್ಯುತ್ ಖರೀದಿಗೆ ಕ್ರಮ ಕೈಗೊಳ್ಳಲಾಗಿದೆ ಎಂದು ತಿಳಿಸಿದರು. xyxy=(252,625,482,728)
arrow-icon: » xyxy=(928,209,939,222)
horoscope-sign xyxy=(128,1010,236,1057)
subhead: ಕಲ್ಲಂಗಡಿಗಳಲ್ಲಿ ಬಣ್ಣ: xyxy=(516,216,594,230)
section-title: ಕರ್ನಾಟಕ xyxy=(620,8,791,73)
table-cell: 35,000/- xyxy=(628,1229,689,1247)
sign-text: ನಿಮ್ಮ ಯೋಜನೆಗಳ ನಿರ್ವಹಣೆಯಲ್ಲಿ ಎಚ್ಚರ ವಹಿಸಿ. ಬಂಧುಗಳ ಭೇಟಿ. xyxy=(128,762,230,802)
zodiac-icon: ● xyxy=(12,943,26,962)
horizontal-rule xyxy=(252,1438,1274,1440)
horoscope-sign xyxy=(128,809,236,870)
column-divider xyxy=(786,1156,787,1432)
market-price-item: ಡಿಜಿಟಲ್ ಸೇಫ್ ಲಾಕರ್ - 12,899 xyxy=(388,1403,522,1415)
article-hampi xyxy=(252,1618,924,2040)
table-total-row xyxy=(381,1265,780,1283)
kirusuddi xyxy=(12,1538,236,2038)
dateline: ಬೆಂಗಳೂರು: xyxy=(516,122,562,136)
column-divider xyxy=(510,90,511,488)
table-cell: 49,000/- xyxy=(628,1211,689,1229)
kidi-nudi-line: - ಆರ್ಥವಾಗುವುದಿಲ್ಲ ಅಂತ ಹೇಳೋ ಬದಲು xyxy=(27,631,169,642)
zodiac-icon: ● xyxy=(128,809,142,828)
table-header-cell: ಕ್ರ.ಸಂ xyxy=(381,1193,414,1211)
body-text: ರಾಜ್ಯದ ಚಿಕ್ಕಬಳ್ಳಾಪುರ ಮತ್ತು ಬಳ್ಳಾರಿ ಭಾಗದಲ್ಲಿ ಹಕ್ಕಿ ಜ್ವರ (ಎಚ್5ಎನ್1) ಪತ್ತೆಯಾಗಿದ್ದು, ಪಶುಸಂಗೋಪನಾ ಇಲಾಖೆ ಮುನ್ನೆಚ್ಚರಿಕೆ ಕ್ರಮ ಕೈಗೊಂಡಿದೆ. ಸೋಂಕಿತ ಪ್ರದೇಶದ ಒಂದು ಕಿ.ಮೀ ವ್ಯಾಪ್ತಿಯಲ್ಲಿನ ಕೋಳಿಗಳನ್ನು ನಾಶಪಡಿಸಲು ಸೂಚಿಸಲಾಗಿದೆ. ಹತ್ತು ಕಿ.ಮೀ ವ್ಯಾಪ್ತಿಯಲ್ಲಿ ನಿಗಾ ವಲಯ ಘೋಷಿಸಲಾಗಿದೆ. xyxy=(754,137,920,255)
city: ಶಿವಮೊಗ್ಗ xyxy=(1235,57,1270,70)
subhead: ಮುಖ್ಯ ಮಂತ್ರಿ ದೇವಾಲಯಕ್ಕೆ: xyxy=(12,1728,123,1741)
kirusuddi-headline-2: ಕರ್ನಾಟಕ ಬಂದ್‌ಗೆ ಕರೆ xyxy=(26,1620,152,1640)
registration-dots xyxy=(100,2048,148,2067)
headline: ಹಂಪಿ ಉತ್ಸವಕ್ಕೆ ಚಾಲನೆ xyxy=(475,1616,701,1651)
table-header-cell: ಬೆಲೆ(ರೂ.) xyxy=(628,1193,689,1211)
table-cell: 224 xyxy=(595,1229,628,1247)
registration-dots xyxy=(1180,2048,1228,2067)
dateline: ಬೆಂಗಳೂರು: xyxy=(754,137,800,150)
horoscope-sign xyxy=(12,943,120,1004)
market-price-item: ಡಿಜಿ ಕ್ಯಾಮೆರಾ - 12,900 xyxy=(388,1389,488,1401)
zodiac-icon: ● xyxy=(12,809,26,828)
date: 1 ಮಾರ್ಚ್ 2025 xyxy=(1190,42,1270,56)
precaution-item: » ಒಂದು ಕಿಲೋ ಮೀಟರ್ ವ್ಯಾಪ್ತಿಯ ಕೋಳಿಗಳನ್ನು ನಾಶಪಡಿಸಿ, ಸೋಂಕು ನಿವಾರಕ ಸಿಂಪಡಣೆ xyxy=(928,159,1075,200)
sign-text: ಆಪ್ತರ ಸಲಹೆ ಉಪಯುಕ್ತ. ಹಣಕಾಸು ವಿಷಯದಲ್ಲಿ ಜಾಗ್ರತೆ. xyxy=(12,1030,117,1056)
article-jds xyxy=(252,1444,506,1612)
total-label: ಒಟ್ಟು xyxy=(381,1265,690,1283)
square-bullet-icon: ■ xyxy=(774,732,788,744)
kidi-nudi-line: - ರಾಹುಲ್‌ಗಾಂಧಿ ಯಾದವ್ xyxy=(27,616,116,627)
kirusuddi-title: ಕಿರುಸುದ್ದಿ xyxy=(72,1548,192,1576)
table-cell: 90,500/- xyxy=(628,1247,689,1265)
zodiac-icon: ● xyxy=(12,1063,26,1082)
body-text: ಬೆಳಗಾವಿಯಲ್ಲಿ ಬಸ್ ಕಂಡಕ್ಟರ್ ಮೇಲೆ ಹಲ್ಲೆ ನಡೆಸಿದ ಘಟನೆ ಖಂಡಿಸಿ ಮತ್ತು ಮರಾಠಿ ಪುಂಡರ ವಿರುದ್ಧ ಕ್ರಮಕ್ಕೆ ಆಗ್ರಹಿಸಿ ಕನ್ನಡಪರ ಸಂಘಟನೆಗಳು ಮಾರ್ಚ್ 22ರಂದು ಕರ್ನಾಟಕ ಬಂದ್‌ಗೆ ಕರೆ ನೀಡಿವೆ. ಬಂದ್‌ಗೆ ವಿವಿಧ ಸಂಘಟನೆಗಳು ಬೆಂಬಲ ಸೂಚಿಸಿವೆ ಎಂದು ವಾಟಾಳ್ ನಾಗರಾಜ್ ತಿಳಿಸಿದರು. xyxy=(12,1649,236,1722)
gulika-kala: ಗುಳಿಕಕಾಲ: 6.00-7.30 xyxy=(72,1138,176,1151)
sign-text: ಸಹೋದ್ಯೋಗಿಗಳ ಸಹಕಾರ ಸಿಕ್ಕದು. ಮನಸ್ಸಿನ ಗೊಂದಲ ದೂರ. ಆರ್ಥಿಕ ಸ್ಥಿತಿ ಉತ್ತಮ. xyxy=(12,762,110,802)
table-row xyxy=(381,1229,780,1247)
headline: ಟ್ಯಾಟೂಗಳು ಹಾನಿಕಾರಕ xyxy=(516,91,683,116)
kirusuddi-headline-1: ಮಾ.22ರಂದು xyxy=(52,1598,138,1618)
article-body: ಪುಟ 1ರಿಂದ ಮಂಡ್ಯ ಜಿಲ್ಲೆಯ ವಿವಿಧ ಭಾಗಗಳ ಕಾರ್ಯಕರ್ತರು ಕುಂಭಮೇಳದಿಂದ ಹಿಂತಿರುಗಿದ್ದು, ಪಕ್ಷ ಸಂಘಟನೆಗೆ ಹೊಸ ಶಕ್ತಿ ಬಂದಿದೆ ಎಂದು ಮುಖಂಡರು ತಿಳಿಸಿದರು. ಪಕ್ಷದ ಕಾರ್ಯಕರ್ತರ ಸಭೆ ನಡೆಸಿ ಮುಂದಿನ ಚುನಾವಣೆಗೆ ಸಿದ್ಧತೆ ಆರಂಭಿಸಲಾಗಿದೆ. xyxy=(252,1474,506,1533)
article-body: ಪುಟ 1ರಿಂದ ಚಮೋಲಿ ಜಿಲ್ಲೆಯ ಮಾಣಾ ಬಳಿ ಸಂಭವಿಸಿದ ಹಿಮಪಾತದಲ್ಲಿ ಸಿಲುಕಿದ್ದ ಕಾರ್ಮಿಕರ ಪೈಕಿ 33 ಮಂದಿಯನ್ನು ರಕ್ಷಿಸಲಾಗಿದೆ. ಉಳಿದವರ ರಕ್ಷಣೆಗೆ ಸೇನೆ ಮತ್ತು ಐಟಿಬಿಪಿ ತಂಡಗಳು ಕಾರ್ಯಾಚರಣೆ ಮುಂದುವರಿಸಿವೆ. xyxy=(518,1474,924,1518)
article-bird-flu xyxy=(754,92,1274,488)
page-number: ೦೮ xyxy=(120,54,159,94)
table-cell: 1,11,31,500 xyxy=(689,1247,779,1265)
horizontal-rule xyxy=(252,1150,1274,1152)
column-divider xyxy=(512,1444,513,1612)
